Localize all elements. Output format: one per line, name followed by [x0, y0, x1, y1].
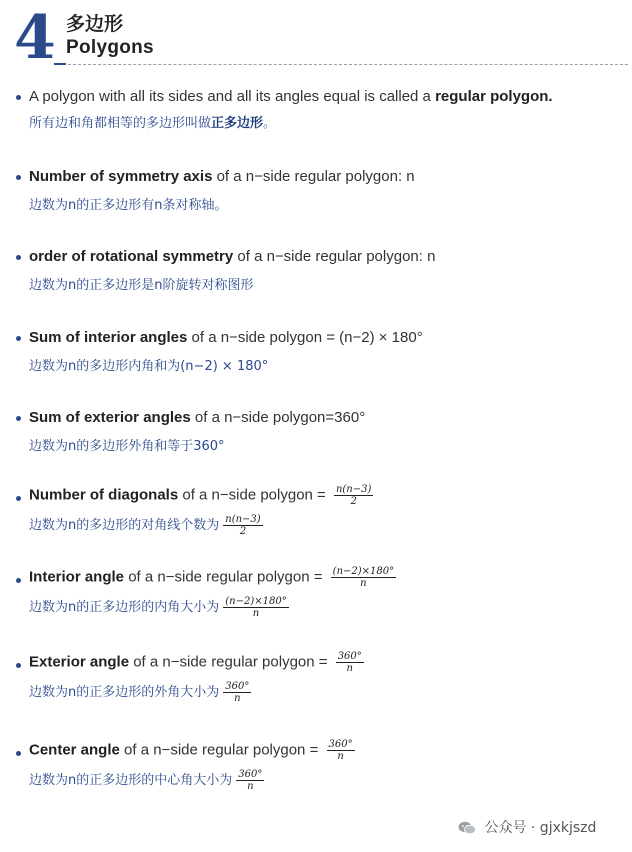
- bullet-icon: [16, 95, 21, 100]
- bullet-icon: [16, 255, 21, 260]
- center-angle-formula: $\frac{360^\circ}{n}$: [328, 739, 353, 762]
- interior-angle-formula-zh: $\frac{(n-2)\times 180^\circ}{n}$: [225, 596, 287, 619]
- exterior-angle-formula-zh: $\frac{360^\circ}{n}$: [225, 681, 250, 704]
- bullet-icon: [16, 416, 21, 421]
- chapter-title-en: Polygons: [66, 37, 154, 58]
- item-zh: 边数为n的正多边形的内角大小为 $\frac{(n-2)\times 180^\circ}{n}$: [29, 596, 287, 619]
- diagonals-formula-zh: $\frac{n(n-3)}{2}$: [225, 514, 261, 537]
- bullet-icon: [16, 751, 21, 756]
- watermark: [458, 817, 596, 837]
- bullet-icon: [16, 663, 21, 668]
- chapter-title-zh: 多边形: [66, 13, 124, 35]
- item-zh: 边数为n的正多边形是n阶旋转对称图形: [29, 278, 254, 293]
- chapter-number: 4: [14, 3, 56, 73]
- header-rule-dashed: [68, 64, 628, 65]
- item-zh: 边数为n的正多边形的中心角大小为 $\frac{360^\circ}{n}$: [29, 769, 263, 792]
- chapter-header: [0, 0, 632, 72]
- bullet-icon: [16, 578, 21, 583]
- header-rule-solid: [54, 63, 66, 65]
- item-en: Number of diagonals of a n−side polygon = $\frac{n(n-3)}{2}$: [29, 484, 372, 507]
- item-en: A polygon with all its sides and all its angles equal is called a regular polygon.: [29, 88, 553, 105]
- diagonals-formula: $\frac{n(n-3)}{2}$: [335, 484, 372, 507]
- item-zh: 所有边和角都相等的多边形叫做正多边形。: [29, 116, 277, 131]
- item-en: Number of symmetry axis of a n−side regular polygon: n: [29, 168, 415, 185]
- item-en: Exterior angle of a n−side regular polygon = $\frac{360^\circ}{n}$: [29, 651, 362, 674]
- item-zh: 边数为n的正多边形的外角大小为 $\frac{360^\circ}{n}$: [29, 681, 250, 704]
- item-zh: 边数为n的正多边形有n条对称轴。: [29, 198, 228, 213]
- item-en: Sum of interior angles of a n−side polygon = (n−2) × 180°: [29, 329, 423, 346]
- center-angle-formula-zh: $\frac{360^\circ}{n}$: [238, 769, 263, 792]
- item-zh: 边数为n的多边形的对角线个数为 $\frac{n(n-3)}{2}$: [29, 514, 261, 537]
- bullet-icon: [16, 175, 21, 180]
- item-zh: 边数为n的多边形内角和为(n−2) × 180°: [29, 359, 269, 374]
- bullet-icon: [16, 496, 21, 501]
- bullet-icon: [16, 336, 21, 341]
- item-en: Center angle of a n−side regular polygon = $\frac{360^\circ}{n}$: [29, 739, 353, 762]
- item-zh: 边数为n的多边形外角和等于360°: [29, 439, 225, 454]
- interior-angle-formula: $\frac{(n-2)\times 180^\circ}{n}$: [332, 566, 395, 589]
- item-en: Interior angle of a n−side regular polygon = $\frac{(n-2)\times 180^\circ}{n}$: [29, 566, 395, 589]
- item-en: Sum of exterior angles of a n−side polygon=360°: [29, 409, 366, 426]
- item-en: order of rotational symmetry of a n−side regular polygon: n: [29, 248, 436, 265]
- watermark-text: 公众号 · gjxkjszd: [484, 820, 597, 836]
- exterior-angle-formula: $\frac{360^\circ}{n}$: [337, 651, 362, 674]
- wechat-icon: [458, 821, 476, 835]
